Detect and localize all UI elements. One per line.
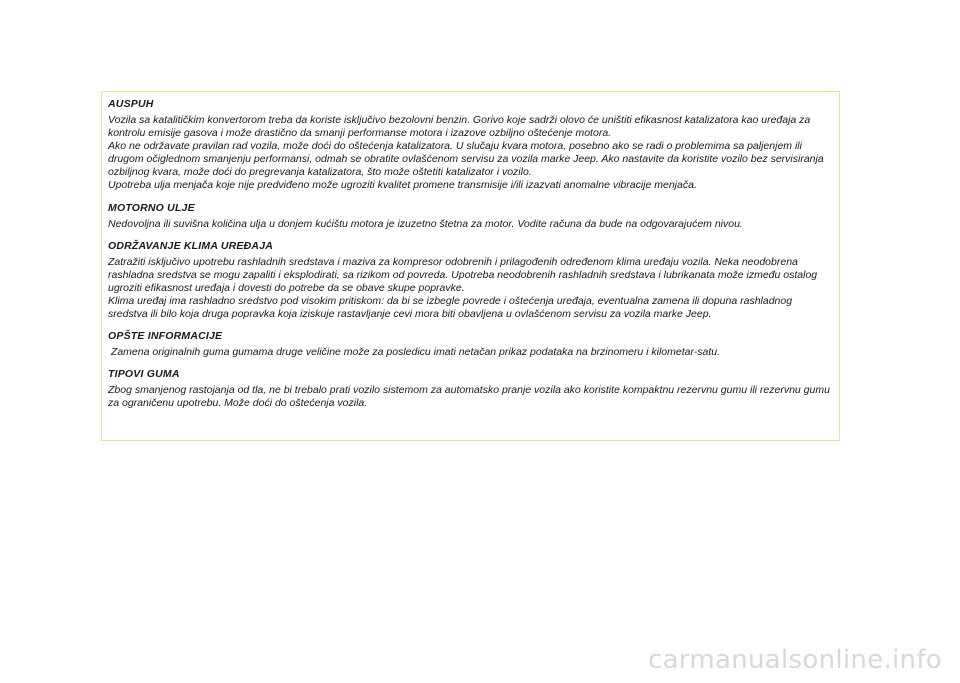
section-engine-oil <box>108 202 833 231</box>
section-heading: AUSPUH <box>108 98 154 110</box>
section-ac-maintenance <box>108 240 833 321</box>
paragraph: Zatražiti isključivo upotrebu rashladnih sredstava i maziva za kompresor odobrenih i prilagođenih određenom klima uređaju vozila. Neka neodobrena rashladna sredstva se mogu zapaliti i eksplodirati, sa rizikom od povreda. Upotreba neodobrenih rashladnih sredstava i lubrikanata može između ostalog ugroziti efikasnost uređaja i dovesti do potrebe da se obave skupe popravke. <box>108 255 818 294</box>
paragraph: Vozila sa katalitičkim konvertorom treba da koriste isključivo bezolovni benzin. Gorivo koje sadrži olovo će uništiti efikasnost katalizatora kao uređaja za kontrolu emisije gasova i može drastično da smanji performanse motora i izazove ozbiljno oštećenje motora. <box>108 114 811 140</box>
paragraph: Zbog smanjenog rastojanja od tla, ne bi trebalo prati vozilo sistemom za automatsko pranje vozila ako koristite kompaktnu rezervnu gumu ili rezervnu gumu za ograničenu upotrebu. Može doći do oštećenja vozila. <box>108 384 830 410</box>
paragraph: Upotreba ulja menjača koje nije predviđeno može ugroziti kvalitet promene transmisije i/ili izazvati anomalne vibracije menjača. <box>108 179 697 192</box>
notice-box <box>101 91 840 441</box>
section-heading: ODRŽAVANJE KLIMA UREĐAJA <box>108 239 274 252</box>
section-heading: MOTORNO ULJE <box>108 201 195 214</box>
watermark: carmanualsonline.info <box>647 645 942 675</box>
section-tire-types <box>108 368 833 410</box>
section-heading: TIPOVI GUMA <box>108 368 180 381</box>
section-general-info <box>108 330 833 359</box>
section-exhaust <box>108 98 833 193</box>
paragraph: Klima uređaj ima rashladno sredstvo pod visokim pritiskom: da bi se izbegle povrede i oštećenja uređaja, eventualna zamena ili dopuna rashladnog sredstva ili bilo koja druga popravka koja iziskuje rastavljanje cevi mora biti obavljena u ovlašćenom servisu za vozila marke Jeep. <box>108 294 793 321</box>
paragraph: Ako ne održavate pravilan rad vozila, može doći do oštećenja katalizatora. U slučaju kvara motora, posebno ako se radi o problemima sa paljenjem ili drugom očiglednom smanjenju performansi, odmah se obratite ovlašćenom servisu za vozila marke Jeep. Ako nastavite da koristite vozilo bez servisiranja ozbiljnog kvara, može doći do pregrevanja katalizatora, što može oštetiti katalizator i vozilo. <box>108 140 824 179</box>
paragraph: Zamena originalnih guma gumama druge veličine može za posledicu imati netačan prikaz podataka na brzinomeru i kilometar-satu. <box>108 346 721 359</box>
paragraph: Nedovoljna ili suvišna količina ulja u donjem kućištu motora je izuzetno štetna za motor. Vodite računa da bude na odgovarajućem nivou. <box>108 217 743 230</box>
section-heading: OPŠTE INFORMACIJE <box>108 330 223 343</box>
